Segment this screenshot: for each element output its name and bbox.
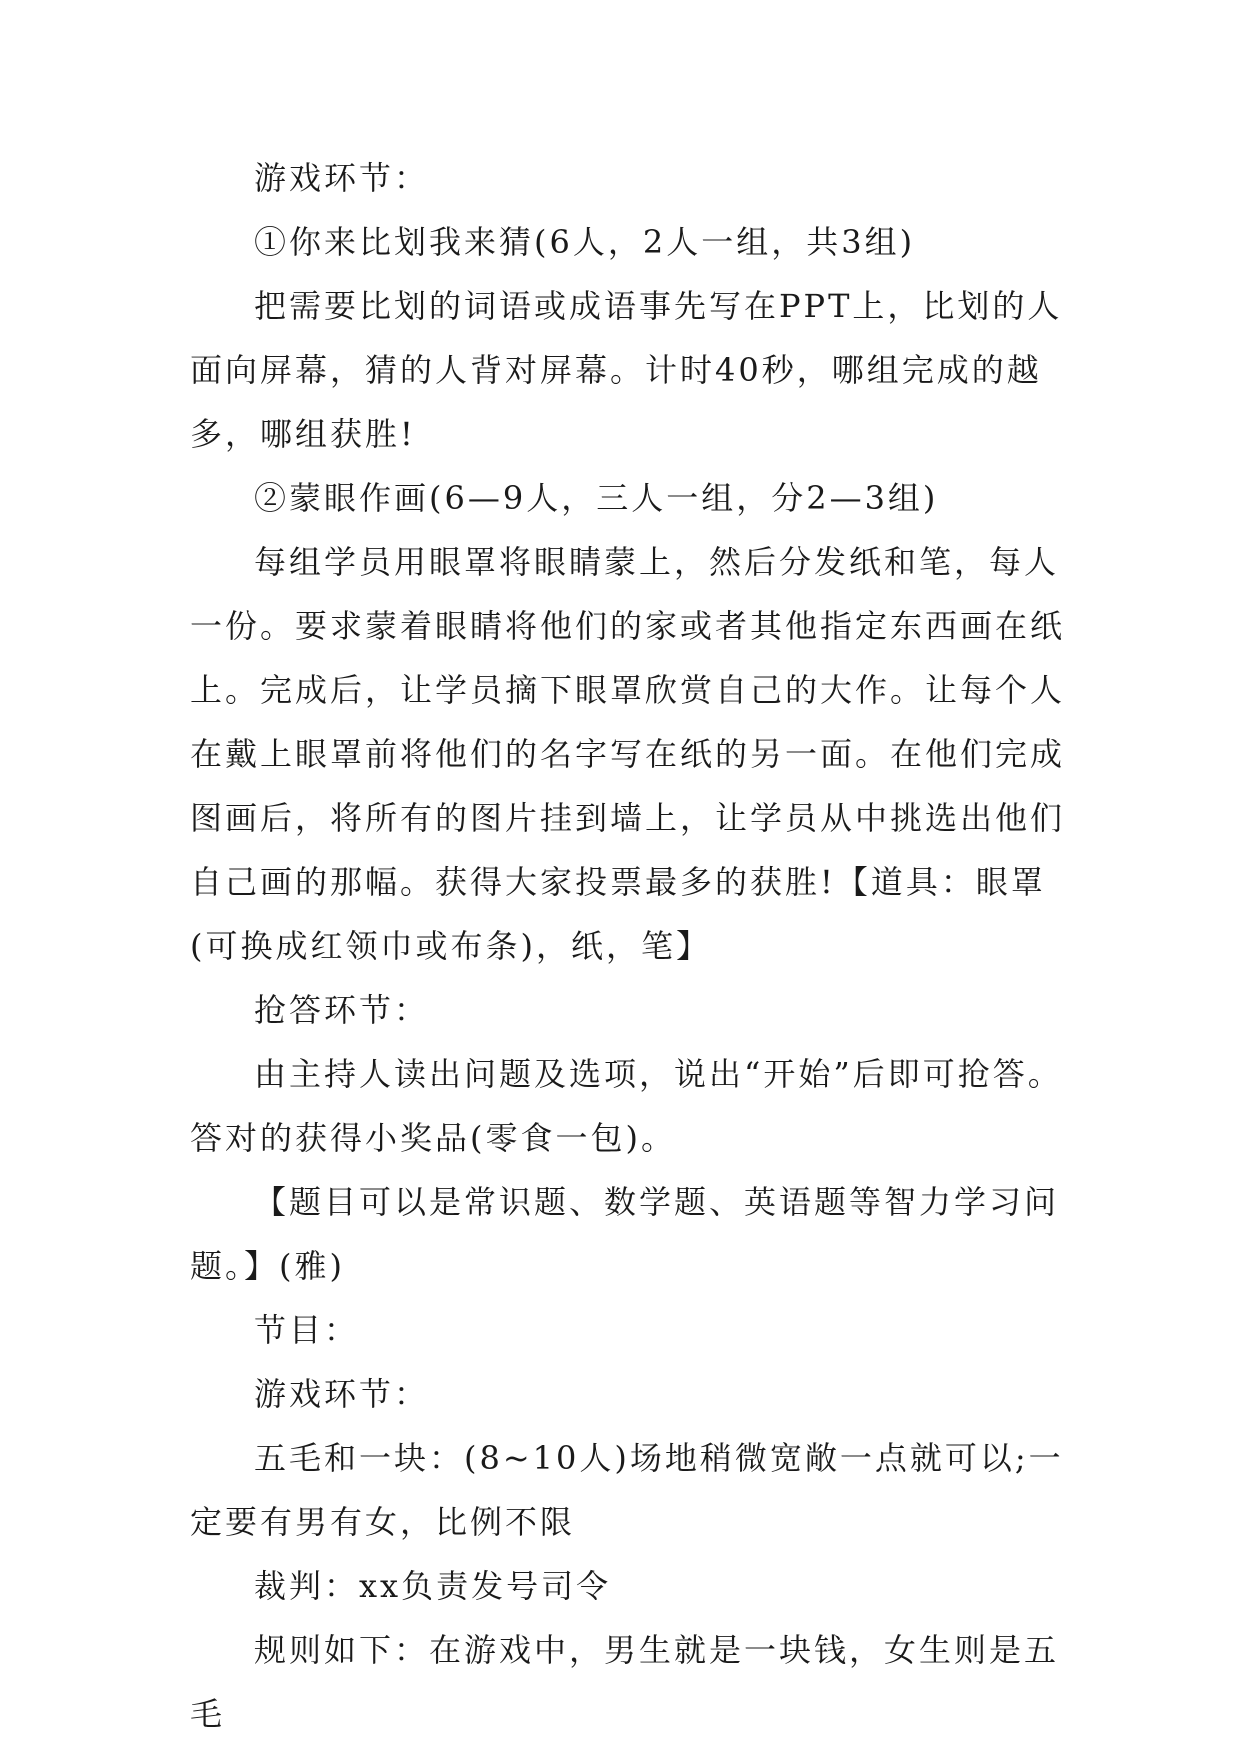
game-3-description: 五毛和一块：(8~10人)场地稍微宽敞一点就可以;一定要有男有女，比例不限 xyxy=(190,1439,1064,1541)
document-body xyxy=(190,146,1070,1746)
game-1-title: ①你来比划我来猜(6人，2人一组，共3组) xyxy=(254,223,916,261)
game-1-description: 把需要比划的词语或成语事先写在PPT上，比划的人面向屏幕，猜的人背对屏幕。计时40秒，哪组完成的越多，哪组获胜! xyxy=(190,287,1063,453)
heading-program: 节目： xyxy=(254,1311,360,1349)
quiz-description: 由主持人读出问题及选项，说出“开始”后即可抢答。答对的获得小奖品(零食一包)。 xyxy=(190,1055,1063,1157)
rules-line: 规则如下：在游戏中，男生就是一块钱，女生则是五毛 xyxy=(190,1631,1060,1733)
quiz-note: 【题目可以是常识题、数学题、英语题等智力学习问题。】(雅) xyxy=(190,1183,1060,1285)
referee-line: 裁判：xx负责发号司令 xyxy=(254,1567,612,1605)
heading-game-section-2: 游戏环节： xyxy=(254,1375,430,1413)
heading-game-section: 游戏环节： xyxy=(254,159,430,197)
heading-quiz-section: 抢答环节： xyxy=(254,991,430,1029)
game-2-title: ②蒙眼作画(6—9人，三人一组，分2—3组) xyxy=(254,479,939,517)
game-2-description: 每组学员用眼罩将眼睛蒙上，然后分发纸和笔，每人一份。要求蒙着眼睛将他们的家或者其他指定东西画在纸上。完成后，让学员摘下眼罩欣赏自己的大作。让每个人在戴上眼罩前将他们的名字写在纸的另一面。在他们完成图画后，将所有的图片挂到墙上，让学员从中挑选出他们自己画的那幅。获得大家投票最多的获胜!【道具：眼罩(可换成红领巾或布条)，纸，笔】 xyxy=(190,543,1066,965)
